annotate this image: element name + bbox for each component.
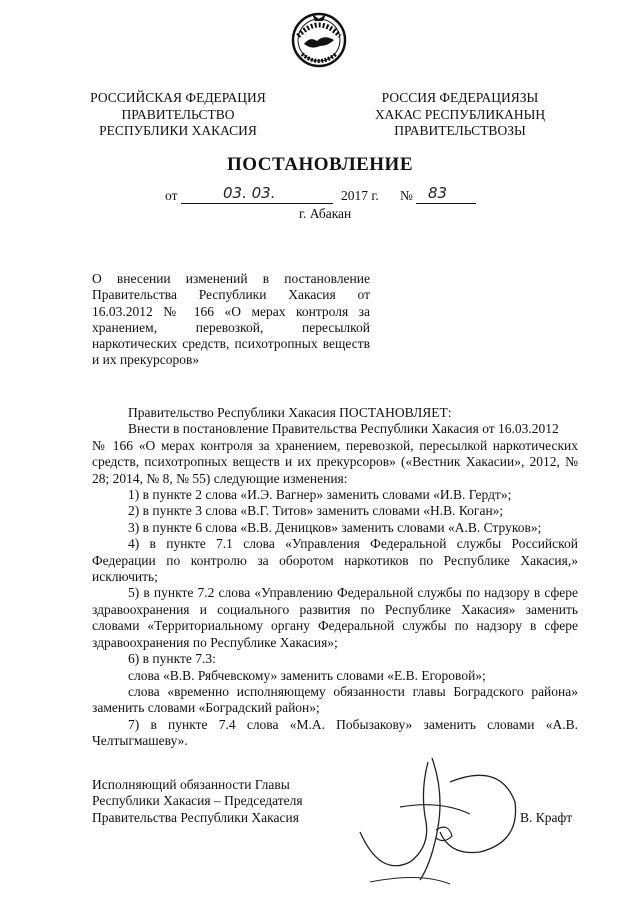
number-line	[416, 186, 476, 204]
body-paragraph: 2) в пункте 3 слова «В.Г. Титов» заменить словами «Н.В. Коган»;	[128, 503, 504, 519]
body-paragraph: 1) в пункте 2 слова «И.Э. Вагнер» заменить словами «И.В. Гердт»;	[128, 487, 512, 503]
header-left-line: РОССИЙСКАЯ ФЕДЕРАЦИЯ	[90, 90, 266, 105]
header-left-line: РЕСПУБЛИКИ ХАКАСИЯ	[99, 123, 257, 138]
document-title: ПОСТАНОВЛЕНИЕ	[226, 154, 414, 175]
body-paragraph: Правительство Республики Хакасия ПОСТАНОВЛЯЕТ:	[128, 405, 452, 420]
body-paragraph: 3) в пункте 6 слова «В.В. Деницков» заменить словами «А.В. Струков»;	[128, 519, 542, 535]
body-paragraph: 4) в пункте 7.1 слова «Управления Федеральной службы Российской Федерации по контролю за оборотом наркотиков по Республике Хакасия,» исключить;	[92, 536, 578, 585]
header-left	[80, 90, 276, 140]
date-year: 2017 г.	[341, 188, 379, 203]
body-paragraph: № 166 «О мерах контроля за хранением, перевозкой, пересылкой наркотических средств, психотропных веществ и их прекурсоров» («Вестник Хакасии», 2012, № 28; 2014, № 8, № 55) следующие изменения:	[92, 437, 578, 486]
body-paragraph: слова «В.В. Рябчевскому» заменить словами «Е.В. Егоровой»;	[128, 667, 486, 683]
body-paragraph: 7) в пункте 7.4 слова «М.А. Побызакову» заменить словами «А.В. Челтыгмашеву».	[92, 716, 578, 749]
body-paragraph: 6) в пункте 7.3:	[128, 651, 216, 667]
number-label: №	[400, 188, 413, 203]
signature-title-line: Исполняющий обязанности Главы	[92, 777, 290, 792]
header-right	[362, 90, 558, 140]
header-left-line: ПРАВИТЕЛЬСТВО	[121, 106, 235, 122]
date-from-label: от	[165, 188, 178, 203]
document-body	[92, 405, 578, 750]
signature-block	[92, 777, 322, 826]
date-handwritten: 03. 03.	[223, 184, 276, 202]
city: г. Абакан	[299, 206, 352, 221]
subject-block: О внесении изменений в постановление Правительства Республики Хакасия от 16.03.2012 № 166 «О мерах контроля за хранением, перевозкой, пересылкой наркотических средств, психотропных веществ и их прекурсоров»	[92, 271, 370, 368]
header-right-line: ХАКАС РЕСПУБЛИКАНЫҢ	[374, 106, 546, 122]
body-paragraph: 5) в пункте 7.2 слова «Управлению Федеральной службы по надзору в сфере здравоохранения и социального развития по Республике Хакасия» заменить словами «Территориальному органу Федеральной службы по надзору в сфере здравоохранения по Республике Хакасия»;	[92, 585, 578, 650]
date-line	[181, 186, 333, 204]
body-paragraph: Внести в постановление Правительства Республики Хакасия от 16.03.2012	[128, 421, 559, 437]
number-handwritten: 83	[428, 184, 448, 202]
signature-title-line: Правительства Республики Хакасия	[92, 809, 299, 825]
coat-of-arms-emblem	[290, 10, 348, 68]
signer-name: В. Крафт	[520, 810, 573, 825]
header-right-line: РОССИЯ ФЕДЕРАЦИЯЗЫ	[381, 90, 539, 105]
handwritten-signature	[340, 752, 540, 892]
signature-title-line: Республики Хакасия – Председателя	[92, 793, 303, 809]
body-paragraph: слова «временно исполняющему обязанности главы Боградского района» заменить словами «Боградский район»;	[92, 683, 578, 716]
header-right-line: ПРАВИТЕЛЬСТВОЗЫ	[394, 123, 526, 138]
